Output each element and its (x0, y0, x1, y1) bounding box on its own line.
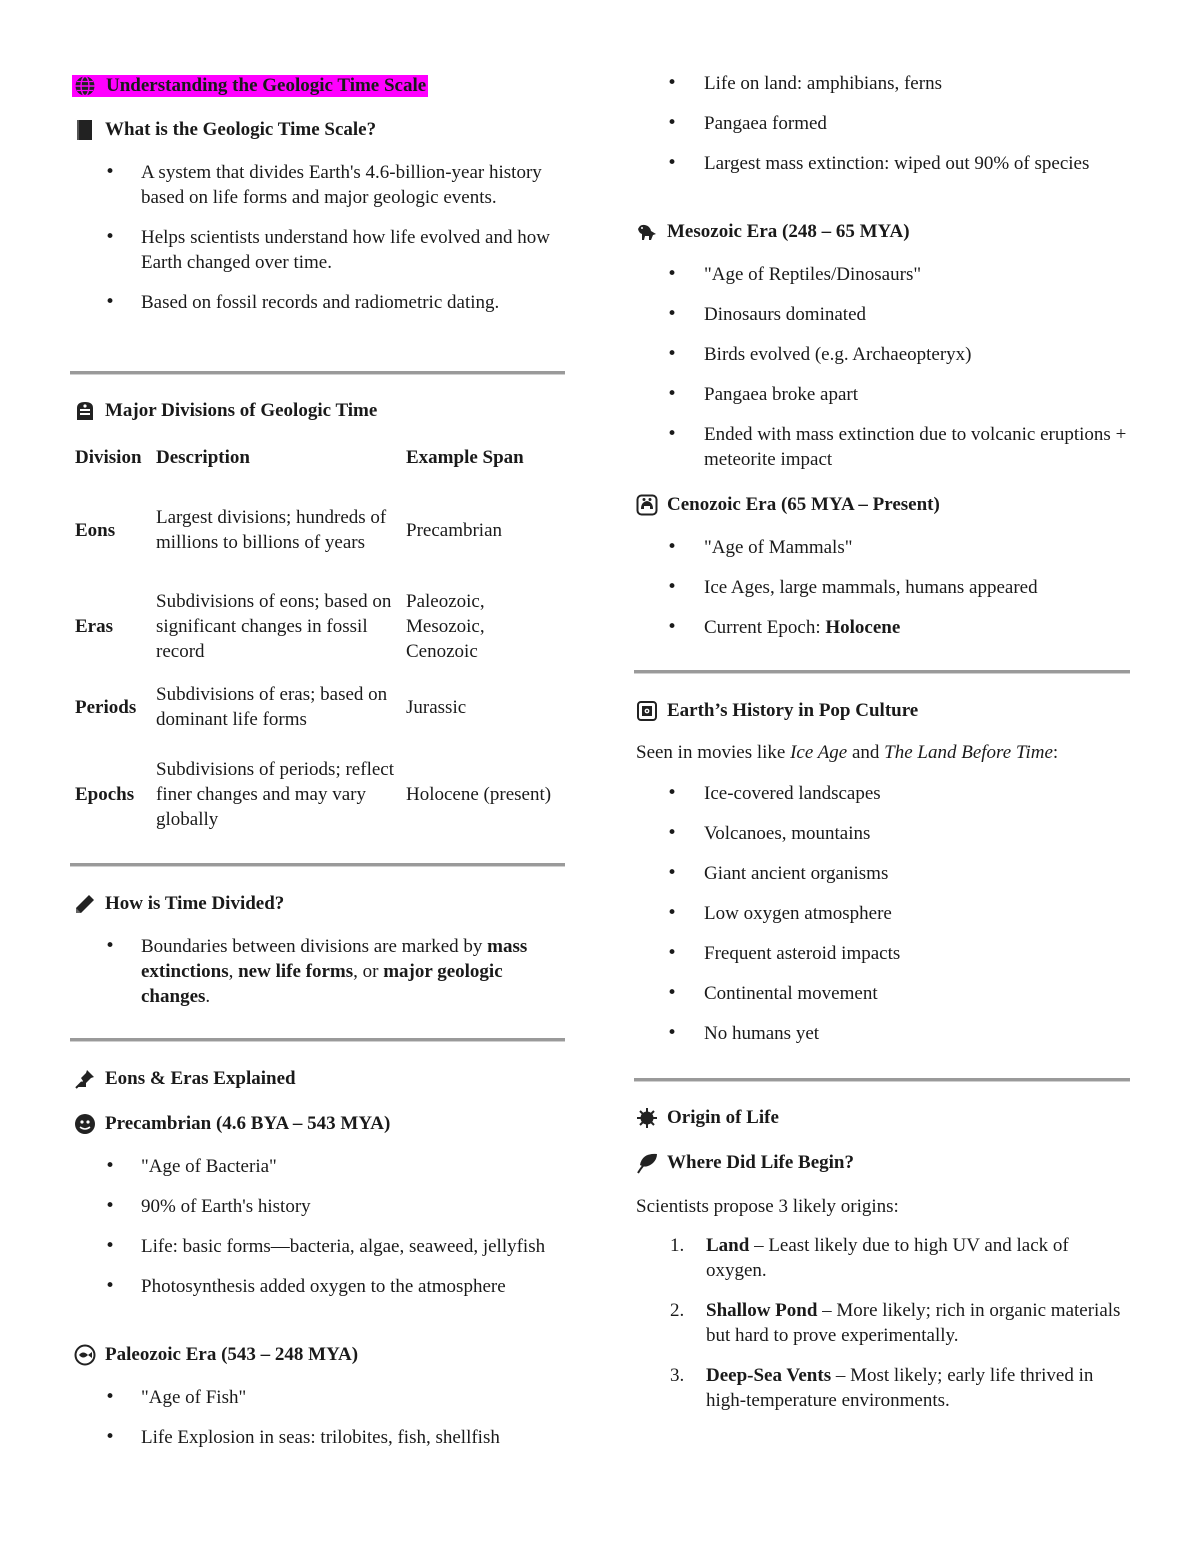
time-divided-list (72, 934, 567, 1024)
cenozoic-list (634, 535, 1134, 655)
text: Boundaries between divisions are marked by (141, 936, 488, 957)
section-divider (70, 1038, 565, 1042)
list-item: • Ice-covered landscapes (634, 781, 1134, 806)
cenozoic-heading-text: Cenozoic Era (65 MYA – Present) (667, 494, 940, 515)
pop-culture-heading-text: Earth’s History in Pop Culture (667, 700, 919, 721)
bold-text: major geologic changes (141, 961, 503, 1007)
text: – Least likely due to high UV and lack of oxygen. (706, 1235, 1069, 1281)
pin-icon (74, 1068, 96, 1090)
list-item: • Ended with mass extinction due to volcanic eruptions + meteorite impact (634, 422, 1134, 472)
bold-text: Shallow Pond (706, 1300, 818, 1321)
list-item: • Largest mass extinction: wiped out 90% of species (634, 151, 1134, 176)
cenozoic-heading (636, 494, 940, 516)
text: . (205, 986, 211, 1007)
list-item: • "Age of Bacteria" (72, 1154, 567, 1179)
list-item: • Life: basic forms—bacteria, algae, seaweed, jellyfish (72, 1234, 567, 1259)
list-item: • Ice Ages, large mammals, humans appeared (634, 575, 1134, 600)
table-row (72, 472, 562, 568)
bold-text: Land (706, 1235, 750, 1256)
eons-eras-heading-text: Eons & Eras Explained (105, 1068, 296, 1089)
pencil-icon (74, 893, 96, 915)
mesozoic-list (634, 262, 1134, 487)
division-name: Eras (75, 615, 113, 637)
divisions-heading (74, 400, 377, 422)
list-item: • Pangaea broke apart (634, 382, 1134, 407)
column-header: Example Span (406, 446, 524, 468)
movie-title: Ice Age (790, 742, 848, 763)
text: Seen in movies like (636, 742, 791, 763)
list-item: • "Age of Reptiles/Dinosaurs" (634, 262, 1134, 287)
movie-title: The Land Before Time (884, 742, 1053, 763)
division-description: Largest divisions; hundreds of millions to billions of years (156, 507, 387, 553)
text: – Most likely; early life thrived in high-temperature environments. (706, 1365, 1094, 1411)
what-is-list (72, 160, 567, 330)
division-name: Epochs (75, 783, 135, 805)
division-name: Eons (75, 519, 116, 541)
divisions-table (72, 442, 562, 834)
column-header: Description (156, 446, 250, 468)
list-item: • Dinosaurs dominated (634, 302, 1134, 327)
paleozoic-heading (74, 1344, 358, 1366)
what-is-heading-text: What is the Geologic Time Scale? (105, 119, 377, 140)
column-header: Division (75, 446, 142, 468)
section-divider (634, 1078, 1130, 1082)
precambrian-list (72, 1154, 567, 1314)
paleozoic-heading-text: Paleozoic Era (543 – 248 MYA) (105, 1344, 359, 1365)
origin-intro: Scientists propose 3 likely origins: (636, 1196, 899, 1217)
text: : (1052, 742, 1059, 763)
list-item: • Life Explosion in seas: trilobites, fish, shellfish (72, 1425, 567, 1450)
list-item: • Volcanoes, mountains (634, 821, 1134, 846)
item-number: 3. (670, 1365, 685, 1386)
globe-icon (74, 75, 96, 97)
page-title-text: Understanding the Geologic Time Scale (106, 75, 427, 96)
table-row (72, 664, 562, 734)
section-divider (70, 371, 565, 375)
origin-heading-text: Origin of Life (667, 1107, 779, 1128)
table-row (72, 568, 562, 664)
bold-text: Deep-Sea Vents (706, 1365, 832, 1386)
list-item: • Life on land: amphibians, ferns (634, 71, 1134, 96)
bold-text: new life forms (238, 961, 354, 982)
pop-culture-intro (636, 740, 1058, 765)
mesozoic-heading (636, 221, 910, 243)
list-item: • Low oxygen atmosphere (634, 901, 1134, 926)
dinosaur-icon (636, 221, 658, 243)
division-description: Subdivisions of eras; based on dominant life forms (156, 684, 388, 730)
list-item: • 90% of Earth's history (72, 1194, 567, 1219)
text: Current Epoch: (704, 617, 826, 638)
list-item (72, 934, 567, 1009)
paleozoic-list-part-1 (72, 1385, 567, 1465)
list-item: • Continental movement (634, 981, 1134, 1006)
film-icon (636, 700, 658, 722)
sprout-icon (636, 1152, 658, 1174)
item-number: 1. (670, 1235, 685, 1256)
mesozoic-heading-text: Mesozoic Era (248 – 65 MYA) (667, 221, 910, 242)
text: – More likely; rich in organic materials but hard to prove experimentally. (706, 1300, 1121, 1346)
division-example: Holocene (present) (406, 783, 552, 805)
list-item (634, 1233, 1130, 1283)
list-item: • Pangaea formed (634, 111, 1134, 136)
section-divider (634, 670, 1130, 674)
list-item: • Based on fossil records and radiometric dating. (72, 290, 567, 315)
list-item: • "Age of Fish" (72, 1385, 567, 1410)
division-description: Subdivisions of eons; based on significant changes in fossil record (156, 590, 392, 662)
pop-culture-heading (636, 700, 918, 722)
list-item: • Helps scientists understand how life evolved and how Earth changed over time. (72, 225, 567, 275)
book-icon (74, 119, 96, 141)
item-number: 2. (670, 1300, 685, 1321)
mammal-icon (636, 494, 658, 516)
time-divided-heading (74, 893, 284, 915)
section-divider (70, 863, 565, 867)
list-item (634, 615, 1134, 640)
page-title (72, 75, 428, 97)
time-divided-heading-text: How is Time Divided? (105, 893, 285, 914)
fish-icon (74, 1344, 96, 1366)
list-item: • Photosynthesis added oxygen to the atmosphere (72, 1274, 567, 1299)
text: , (228, 961, 239, 982)
list-item: • Birds evolved (e.g. Archaeopteryx) (634, 342, 1134, 367)
origin-list (634, 1233, 1130, 1428)
paleozoic-list-part-2 (634, 71, 1134, 191)
microbe-icon (636, 1107, 658, 1129)
division-name: Periods (75, 696, 137, 718)
division-example: Precambrian (406, 519, 503, 541)
what-is-heading (74, 119, 376, 141)
text: , or (353, 961, 384, 982)
division-example: Jurassic (406, 696, 467, 718)
list-item (634, 1298, 1130, 1348)
list-item: • "Age of Mammals" (634, 535, 1134, 560)
list-item: • Giant ancient organisms (634, 861, 1134, 886)
list-item (634, 1363, 1130, 1413)
precambrian-heading (74, 1113, 390, 1135)
origin-subheading (636, 1152, 854, 1174)
bold-text: mass extinctions (141, 936, 528, 982)
divisions-icon (74, 400, 96, 422)
division-example: Paleozoic, Mesozoic, Cenozoic (406, 590, 485, 662)
table-row (72, 734, 562, 834)
text: and (847, 742, 885, 763)
pop-culture-list (634, 781, 1134, 1061)
bold-text: Holocene (825, 617, 901, 638)
origin-subheading-text: Where Did Life Begin? (667, 1152, 855, 1173)
table-header-row (72, 442, 562, 472)
divisions-heading-text: Major Divisions of Geologic Time (105, 400, 378, 421)
precambrian-heading-text: Precambrian (4.6 BYA – 543 MYA) (105, 1113, 391, 1134)
list-item: • A system that divides Earth's 4.6-billion-year history based on life forms and major geologic events. (72, 160, 567, 210)
origin-heading (636, 1107, 779, 1129)
list-item: • No humans yet (634, 1021, 1134, 1046)
division-description: Subdivisions of periods; reflect finer changes and may vary globally (156, 758, 394, 830)
list-item: • Frequent asteroid impacts (634, 941, 1134, 966)
eons-eras-heading (74, 1068, 296, 1090)
bacteria-icon (74, 1113, 96, 1135)
